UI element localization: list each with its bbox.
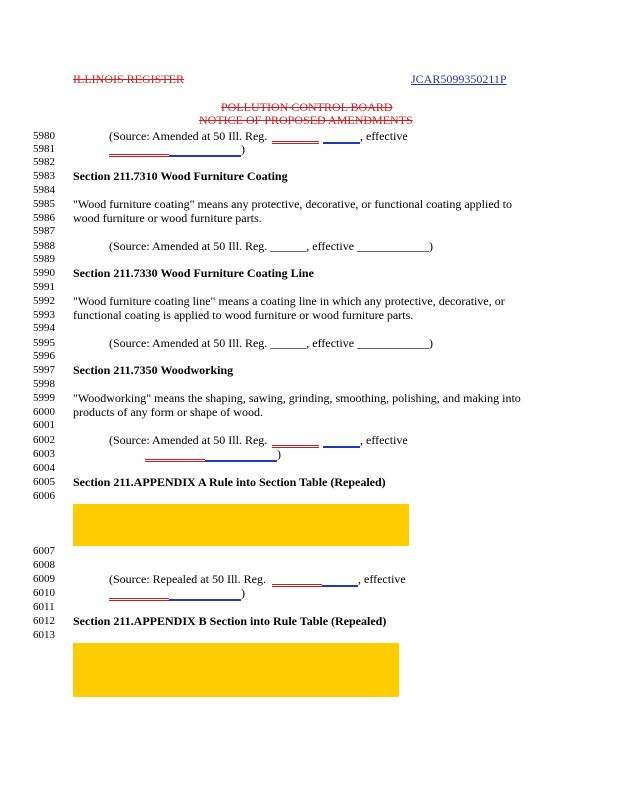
- line-number: 6006: [33, 490, 55, 502]
- line-number: 5994: [33, 322, 55, 334]
- line-number: 6000: [33, 406, 55, 418]
- source-effective: , effective: [358, 572, 406, 586]
- line-number: 5996: [33, 350, 55, 362]
- highlighted-block: [73, 504, 409, 546]
- inserted-blank: [323, 142, 360, 144]
- highlighted-block: [73, 643, 399, 697]
- inserted-blank: [323, 446, 360, 448]
- line-number: 6010: [33, 587, 55, 599]
- inserted-blank: [322, 585, 358, 587]
- definition-text: products of any form or shape of wood.: [73, 405, 263, 419]
- appendix-b-heading: Section 211.APPENDIX B Section into Rule Table (Repealed): [73, 614, 387, 628]
- line-number: 5988: [33, 240, 55, 252]
- line-number: 6003: [33, 448, 55, 460]
- source-effective: , effective: [360, 129, 408, 143]
- line-number: 6011: [33, 601, 55, 613]
- register-title: ILLINOIS REGISTER: [73, 72, 184, 86]
- line-number: 6002: [33, 434, 55, 446]
- inserted-blank: [169, 155, 241, 157]
- agency-name: POLLUTION CONTROL BOARD: [221, 100, 393, 114]
- line-number: 5984: [33, 184, 55, 196]
- line-number: 5991: [33, 281, 55, 293]
- line-number: 6009: [33, 573, 55, 585]
- line-number: 5992: [33, 295, 55, 307]
- source-note: (Source: Repealed at 50 Ill. Reg.: [109, 572, 266, 586]
- line-number: 5981: [33, 143, 55, 155]
- section-heading-7350: Section 211.7350 Woodworking: [73, 363, 234, 377]
- line-number: 5982: [33, 156, 55, 168]
- inserted-blank: [205, 460, 277, 462]
- definition-text: "Wood furniture coating" means any protective, decorative, or functional coating applied to: [73, 197, 513, 211]
- source-close: ): [277, 447, 281, 461]
- source-close: ): [241, 142, 245, 156]
- line-number: 6007: [33, 545, 55, 557]
- deleted-blank: [109, 598, 169, 601]
- line-number: 6001: [33, 419, 55, 431]
- deleted-blank: [109, 154, 169, 157]
- line-number: 6012: [33, 615, 55, 627]
- line-number: 5998: [33, 378, 55, 390]
- deleted-blank: [145, 459, 205, 462]
- line-number: 6013: [33, 629, 55, 641]
- line-number: 5987: [33, 225, 55, 237]
- line-number: 6008: [33, 559, 55, 571]
- definition-text: "Wood furniture coating line" means a coating line in which any protective, decorative, or: [73, 294, 505, 308]
- definition-text: wood furniture or wood furniture parts.: [73, 211, 262, 225]
- source-note: (Source: Amended at 50 Ill. Reg.: [109, 129, 268, 143]
- definition-text: "Woodworking" means the shaping, sawing, grinding, smoothing, polishing, and making into: [73, 391, 521, 405]
- line-number: 5983: [33, 170, 55, 182]
- source-close: ): [241, 586, 245, 600]
- source-note: (Source: Amended at 50 Ill. Reg. ______, effective ____________): [109, 336, 434, 350]
- line-number: 6005: [33, 476, 55, 488]
- line-number: 5993: [33, 309, 55, 321]
- line-number: 5989: [33, 253, 55, 265]
- inserted-blank: [169, 599, 241, 601]
- definition-text: functional coating is applied to wood furniture or wood furniture parts.: [73, 308, 414, 322]
- line-number: 6004: [33, 462, 55, 474]
- appendix-a-heading: Section 211.APPENDIX A Rule into Section Table (Repealed): [73, 475, 386, 489]
- source-note: (Source: Amended at 50 Ill. Reg. ______, effective ____________): [109, 239, 434, 253]
- notice-title: NOTICE OF PROPOSED AMENDMENTS: [199, 113, 413, 127]
- line-number: 5995: [33, 337, 55, 349]
- line-number: 5985: [33, 198, 55, 210]
- deleted-blank: [272, 141, 319, 144]
- line-number: 5997: [33, 364, 55, 376]
- line-number: 5986: [33, 212, 55, 224]
- source-effective: , effective: [360, 433, 408, 447]
- section-heading-7310: Section 211.7310 Wood Furniture Coating: [73, 169, 288, 183]
- line-number: 5990: [33, 267, 55, 279]
- line-number: 5980: [33, 130, 55, 142]
- line-number: 5999: [33, 392, 55, 404]
- jcar-id-link[interactable]: JCAR5099350211P: [411, 72, 507, 86]
- section-heading-7330: Section 211.7330 Wood Furniture Coating Line: [73, 266, 314, 280]
- deleted-blank: [272, 584, 322, 587]
- source-note: (Source: Amended at 50 Ill. Reg.: [109, 433, 268, 447]
